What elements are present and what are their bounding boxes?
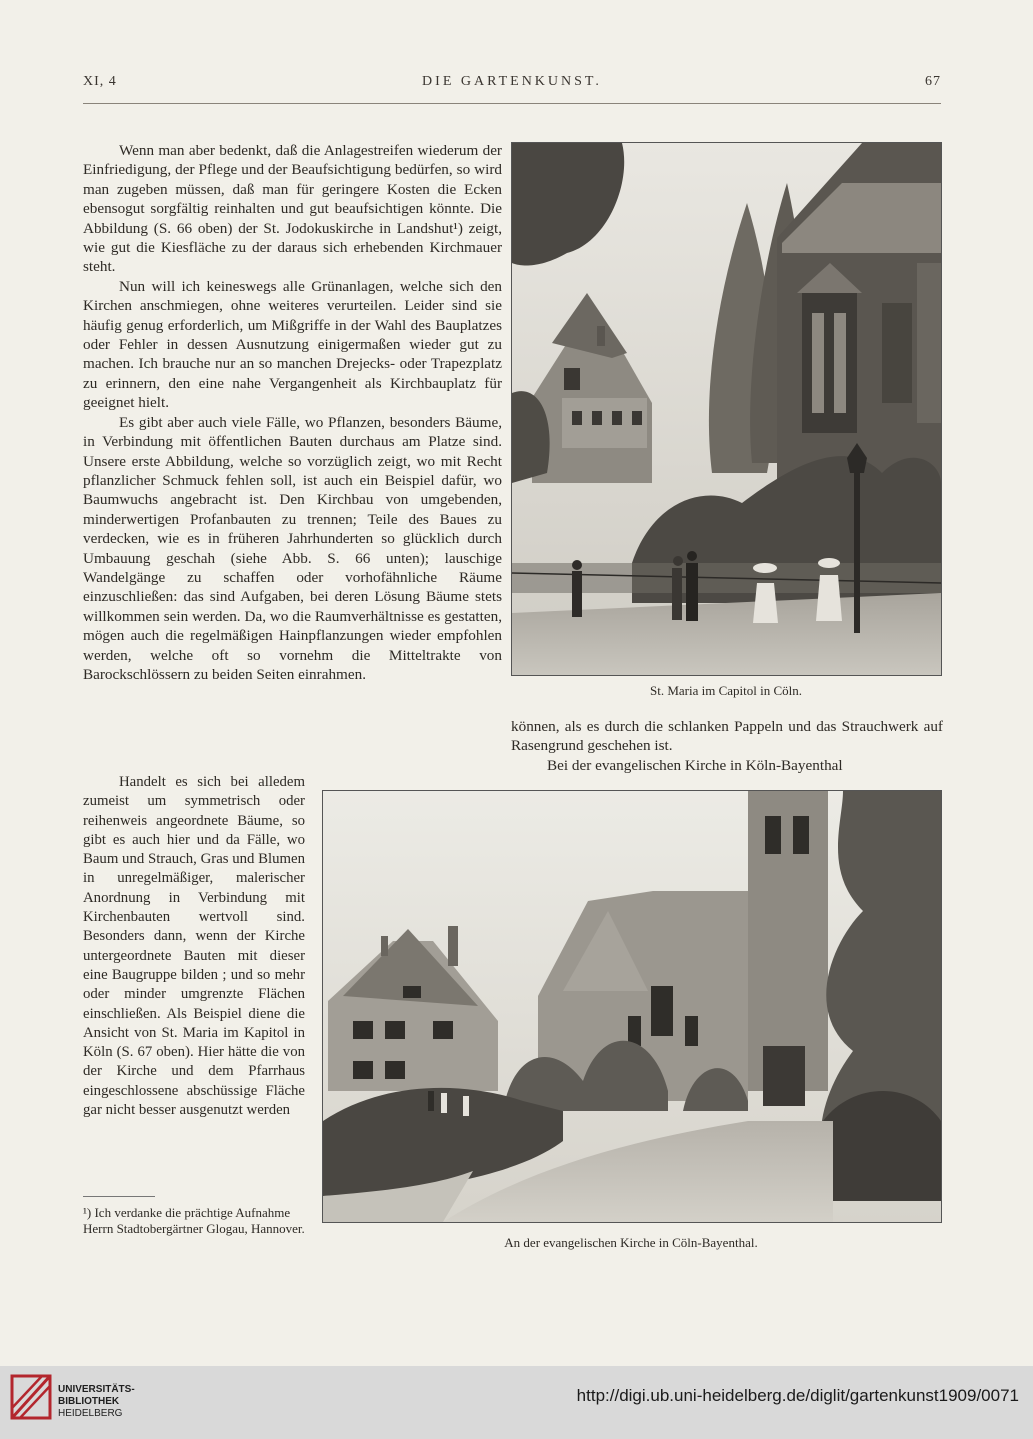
running-header [83, 74, 941, 96]
header-rule [83, 103, 941, 104]
footnote: ¹) Ich verdanke die prächtige Aufnahme Herrn Stadtobergärtner Glogau, Hannover. [83, 1205, 305, 1236]
paragraph-1: Wenn man aber bedenkt, daß die Anlagestreifen wiederum der Einfriedigung, der Pflege und der Beaufsichtigung bedürfen, so wird man zugeben müssen, daß man für geringere Kosten die Ecken ebensogut sorgfältig reinhalten und gut beaufsichtigen könnte. Die Abbildung (S. 66 oben) der St. Jodokuskirche in Landshut¹) zeigt, wie gut die Kiesfläche zu der daraus sich erhebenden Kirchmauer steht. [83, 142, 502, 276]
library-footer [0, 1366, 1033, 1439]
page-number: 67 [925, 74, 941, 89]
left-column-text [83, 141, 502, 684]
library-name-line2: BIBLIOTHEK [58, 1396, 120, 1407]
right-paragraph-continuation: können, als es durch die schlanken Pappeln und das Strauchwerk auf Rasengrund geschehen ist. [511, 718, 943, 755]
photo-st-maria-capitol [511, 142, 942, 676]
paragraph-3: Es gibt aber auch viele Fälle, wo Pflanzen, besonders Bäume, in Verbindung mit öffentlichen Bauten durchaus am Platze sind. Unsere erste Abbildung, welche so vorzüglich zeigt, wo mit Recht pflanzlicher Schmuck fehlen soll, ist auch ein Beispiel dafür, wo Baumwuchs angebracht ist. Den Kirchbau von umgebenden, minderwertigen Profanbauten zu trennen; Teile des Baues zu verdecken, wie es in früheren Jahrhunderten so glücklich durch Umbauung geschah (siehe Abb. S. 66 unten); lauschige Wandelgänge zu schaffen oder vorhofähnliche Räume einzuschließen: das sind Aufgaben, bei deren Lösung Bäume stets willkommen sein werden. Da, wo die Raumverhältnisse es gestatten, mögen auch die regelmäßigen Hainpflanzungen wieder empfohlen werden, welche oft so vornehm die Mitteltrakte von Barockschlössern zu beiden Seiten einrahmen. [83, 413, 502, 683]
paragraph-2: Nun will ich keineswegs alle Grünanlagen, welche sich den Kirchen anschmiegen, ohne weiteres verurteilen. Leider sind sie häufig genug erforderlich, um Mißgriffe in der Wahl des Bauplatzes oder Fehler in dessen Ausnutzung einigermaßen wieder gut zu machen. Ich brauche nur an so manchen Drejecks- oder Trapezplatz zu erinnern, den eine nahe Vergangenheit als Kirchbauplatz für geeignet hielt. [83, 277, 502, 412]
library-name-line3: HEIDELBERG [58, 1408, 123, 1419]
digital-copy-link[interactable]: http://digi.ub.uni-heidelberg.de/diglit/gartenkunst1909/0071 [576, 1386, 1019, 1405]
library-name [58, 1384, 135, 1420]
photo2-caption: An der evangelischen Kirche in Cöln-Bayenthal. [504, 1235, 758, 1250]
library-name-line1: UNIVERSITÄTS- [58, 1384, 135, 1395]
right-column-text [511, 717, 943, 775]
right-paragraph-start: Bei der evangelischen Kirche in Köln-Bayenthal [547, 756, 843, 774]
narrow-column-text [83, 773, 305, 1120]
volume-number: XI, 4 [83, 74, 117, 89]
journal-title: DIE GARTENKUNST. [422, 74, 602, 89]
narrow-paragraph: Handelt es sich bei alledem zumeist um symmetrisch oder reihenweis angeordnete Bäume, so gibt es auch hier und da Fälle, wo Baum und Strauch, Gras und Blumen in unregelmäßiger, malerischer Anordnung in Verbindung mit Kirchenbauten wertvoll sind. Besonders dann, wenn der Kirche untergeordnete Bauten mit dieser eine Baugruppe bilden ; und so mehr oder minder umgrenzte Flächen einschließen. Als Beispiel diene die Ansicht von St. Maria im Kapitol in Köln (S. 67 oben). Hier hätte die von der Kirche und dem Pfarrhaus eingeschlossene abschüssige Fläche gar nicht besser ausgenutzt werden [83, 774, 305, 1119]
photo-kirche-bayenthal [322, 790, 942, 1223]
photo1-caption: St. Maria im Capitol in Cöln. [649, 683, 803, 698]
library-logo-icon [10, 1374, 52, 1420]
footnote-rule [83, 1196, 155, 1197]
